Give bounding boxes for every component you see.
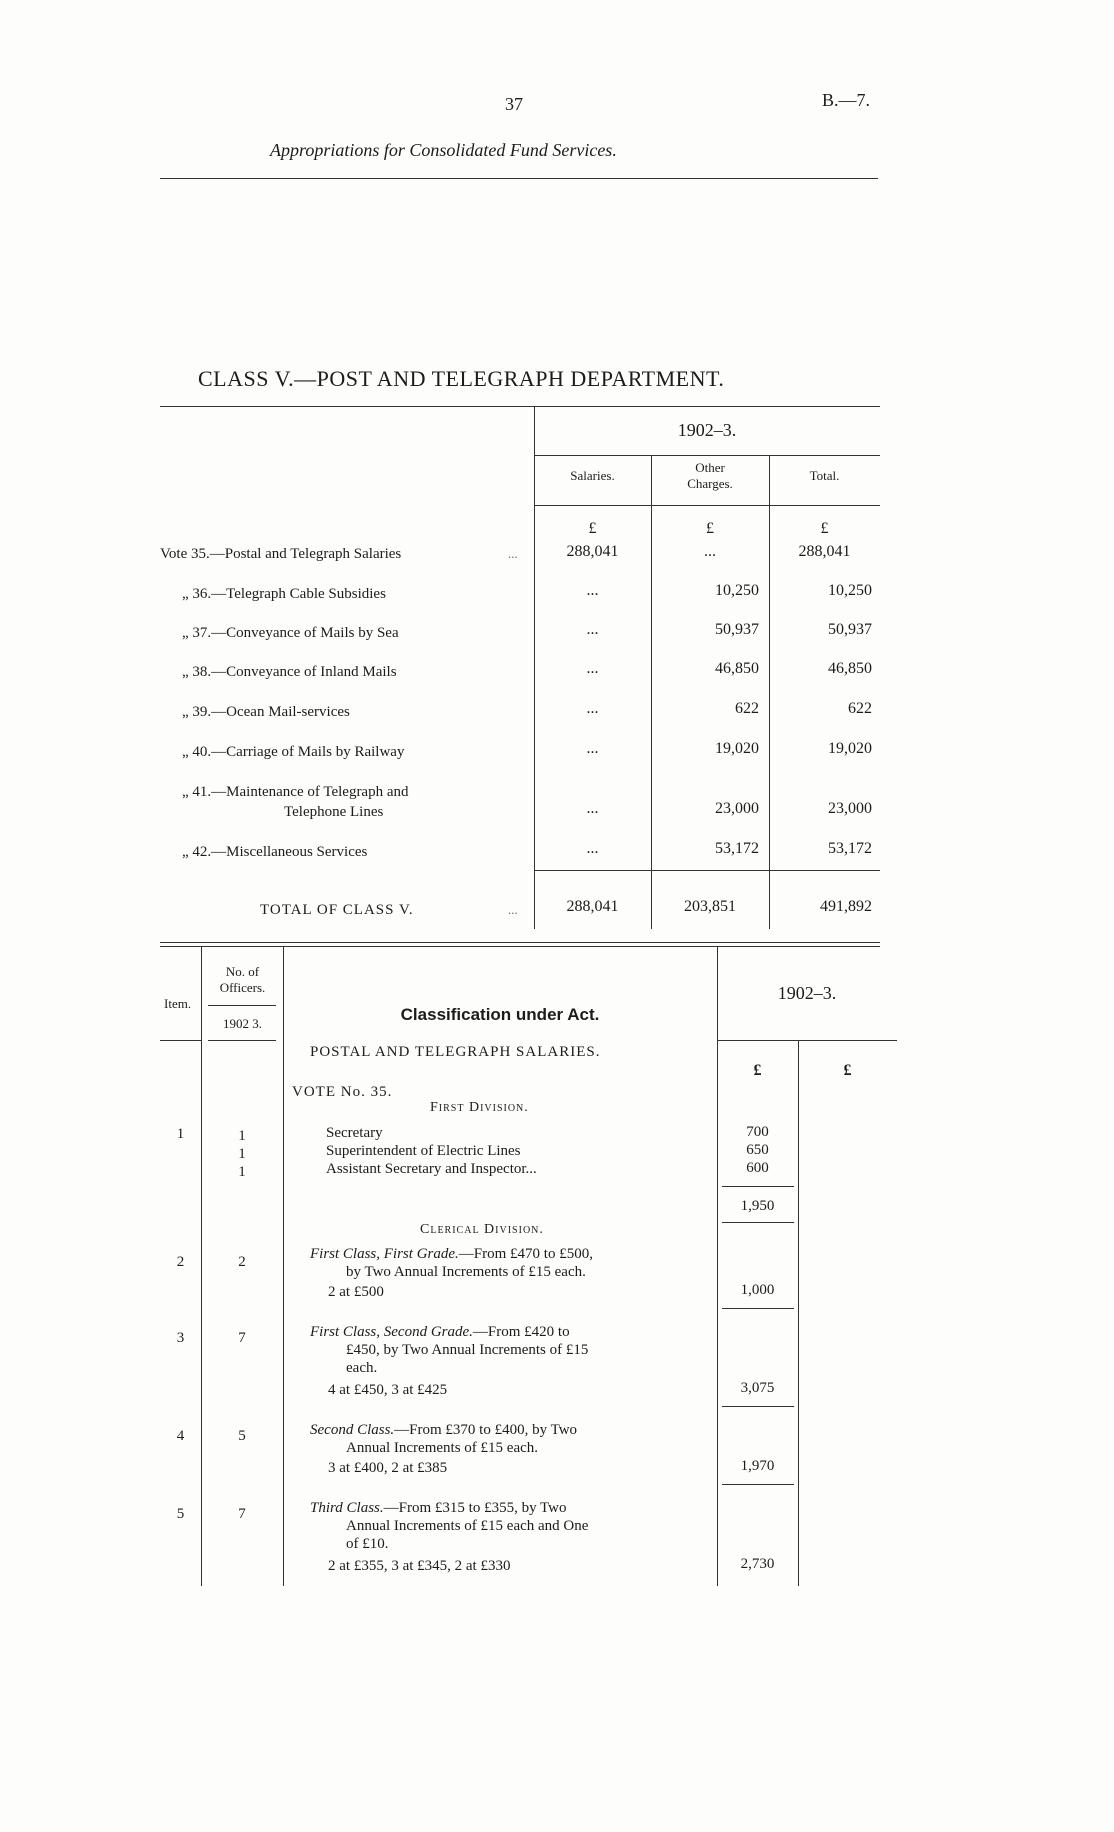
col-salaries: Salaries.: [570, 468, 615, 483]
vote-other: ...: [704, 543, 716, 560]
position-amount: 600: [746, 1160, 769, 1176]
grade-line: [310, 1324, 570, 1341]
vote-label: „ 38.—Conveyance of Inland Mails: [182, 664, 397, 680]
grade-amount: 1,000: [740, 1282, 775, 1298]
vote-other: 23,000: [715, 800, 759, 817]
vote-total: 288,041: [798, 543, 851, 560]
position-amount: 650: [746, 1142, 769, 1158]
currency-other: £: [706, 520, 714, 537]
col-year: 1902–3.: [777, 983, 837, 1003]
amount-rule: [722, 1308, 794, 1309]
vote-other: 19,020: [715, 740, 759, 757]
vote-salaries: ...: [586, 660, 599, 677]
subtotal-rule: [722, 1222, 794, 1223]
vote-total: 23,000: [828, 800, 872, 817]
vote-salaries: ...: [586, 621, 599, 638]
item-number: 5: [176, 1506, 185, 1522]
grade-description-line: Annual Increments of £15 each.: [346, 1440, 539, 1456]
vote-number: VOTE No. 35.: [292, 1084, 393, 1100]
grade-line: [310, 1422, 577, 1439]
item-number: 4: [176, 1428, 185, 1444]
grade-name: First Class, Second Grade.: [310, 1324, 473, 1340]
col-item: Item.: [164, 996, 192, 1011]
vote-salaries: 288,041: [566, 543, 619, 560]
section-rule: [160, 942, 880, 943]
grade-description-line: by Two Annual Increments of £15 each.: [346, 1264, 586, 1280]
position-label: Secretary: [326, 1125, 383, 1141]
vote-other: 53,172: [715, 840, 759, 857]
vote-salaries: ...: [586, 582, 599, 599]
item-number: 1: [176, 1126, 185, 1142]
grade-description: —From £370 to £400, by Two: [394, 1422, 578, 1438]
grade-description: —From £420 to: [472, 1324, 570, 1340]
officers-year-rule: [208, 1005, 276, 1006]
total-salaries: 288,041: [566, 898, 619, 915]
officers-count: 1: [238, 1128, 246, 1144]
officers-header-rule: [208, 1040, 276, 1041]
column-header-rule: [534, 505, 880, 506]
vote-salaries: ...: [586, 840, 599, 857]
grade-amount: 3,075: [740, 1380, 775, 1396]
leader-dots: ...: [508, 546, 518, 561]
position-label: Superintendent of Electric Lines: [326, 1143, 521, 1159]
year-header-rule: [717, 1040, 897, 1041]
vote-total: 10,250: [828, 582, 872, 599]
officers-count: 2: [238, 1254, 246, 1270]
summary-year: 1902–3.: [677, 420, 737, 440]
vote-other: 46,850: [715, 660, 759, 677]
grade-count: 3 at £400, 2 at £385: [328, 1460, 448, 1476]
currency-column-2: £: [843, 1062, 852, 1079]
col-officers-year: 1902 3.: [223, 1016, 262, 1031]
vote-other: 10,250: [715, 582, 759, 599]
page-number: 37: [505, 94, 523, 114]
officers-count: 1: [238, 1146, 246, 1162]
col-classification: Classification under Act.: [400, 1005, 600, 1024]
first-division-heading: First Division.: [430, 1100, 529, 1115]
vote-label: „ 36.—Telegraph Cable Subsidies: [182, 586, 386, 602]
vote-label: „ 37.—Conveyance of Mails by Sea: [182, 625, 399, 641]
amount-divider: [798, 1040, 799, 1586]
vote-other: 50,937: [715, 621, 759, 638]
total-total: 491,892: [820, 898, 872, 915]
vote-salaries: ...: [586, 740, 599, 757]
class-title: CLASS V.—POST AND TELEGRAPH DEPARTMENT.: [198, 366, 725, 391]
officers-count: 7: [238, 1330, 246, 1346]
officers-count: 1: [238, 1164, 246, 1180]
vote-salaries: ...: [586, 700, 599, 717]
vote-label: „ 40.—Carriage of Mails by Railway: [182, 744, 405, 760]
first-division-subtotal: 1,950: [740, 1198, 775, 1214]
grade-description-line: each.: [346, 1360, 378, 1376]
grade-name: Third Class.: [310, 1500, 384, 1516]
officers-count: 5: [238, 1428, 246, 1444]
col-other-charges: Other Charges.: [687, 460, 733, 491]
position-label: Assistant Secretary and Inspector...: [326, 1161, 537, 1177]
grade-count: 2 at £500: [328, 1284, 384, 1300]
grade-name: Second Class.: [310, 1422, 395, 1438]
section-title: POSTAL AND TELEGRAPH SALARIES.: [310, 1044, 601, 1060]
year-rule: [534, 455, 880, 456]
vote-label: „ 41.—Maintenance of Telegraph and: [182, 784, 409, 800]
total-rule: [534, 870, 880, 871]
col-officers: No. of Officers.: [219, 964, 266, 995]
currency-salaries: £: [588, 520, 597, 537]
grade-count: 2 at £355, 3 at £345, 2 at £330: [328, 1558, 511, 1574]
total-other: 203,851: [684, 898, 736, 915]
header-rule: [160, 178, 878, 179]
subtotal-rule: [722, 1186, 794, 1187]
vote-total: 53,172: [828, 840, 872, 857]
vote-label: „ 42.—Miscellaneous Services: [182, 844, 368, 860]
item-number: 3: [176, 1330, 185, 1346]
vote-label-continued: Telephone Lines: [284, 804, 384, 820]
total-label: TOTAL OF CLASS V.: [260, 902, 414, 918]
clerical-division-heading: Clerical Division.: [420, 1222, 544, 1237]
vote-total: 19,020: [828, 740, 872, 757]
vote-other: 622: [735, 700, 759, 717]
currency-total: £: [820, 520, 829, 537]
grade-description: —From £315 to £355, by Two: [383, 1500, 567, 1516]
grade-count: 4 at £450, 3 at £425: [328, 1382, 448, 1398]
leader-dots: ...: [508, 902, 518, 917]
grade-line: [310, 1246, 593, 1263]
grade-description-line: £450, by Two Annual Increments of £15: [346, 1342, 589, 1358]
vote-salaries: ...: [586, 800, 599, 817]
grade-line: [310, 1500, 567, 1517]
officers-divider: [283, 946, 284, 1586]
vote-total: 50,937: [828, 621, 872, 638]
item-header-rule: [160, 1040, 201, 1041]
grade-name: First Class, First Grade.: [310, 1246, 459, 1262]
col-total: Total.: [809, 468, 840, 483]
grade-amount: 2,730: [740, 1556, 775, 1572]
classification-divider: [717, 946, 718, 1586]
class-title-rule: [160, 406, 880, 407]
grade-description-line: Annual Increments of £15 each and One: [346, 1518, 589, 1534]
vote-label: Vote 35.—Postal and Telegraph Salaries: [160, 546, 402, 562]
item-number: 2: [176, 1254, 185, 1270]
vote-total: 46,850: [828, 660, 872, 677]
grade-description-line: of £10.: [346, 1536, 389, 1552]
paper-reference: B.—7.: [822, 90, 871, 110]
officers-count: 7: [238, 1506, 246, 1522]
vote-total: 622: [848, 700, 872, 717]
grade-amount: 1,970: [740, 1458, 775, 1474]
position-amount: 700: [746, 1124, 769, 1140]
section-rule: [160, 946, 880, 947]
amount-rule: [722, 1484, 794, 1485]
grade-description: —From £470 to £500,: [458, 1246, 593, 1262]
vote-label: „ 39.—Ocean Mail-services: [182, 704, 350, 720]
currency-column-1: £: [753, 1062, 762, 1079]
running-title: Appropriations for Consolidated Fund Services.: [270, 140, 617, 160]
amount-rule: [722, 1406, 794, 1407]
